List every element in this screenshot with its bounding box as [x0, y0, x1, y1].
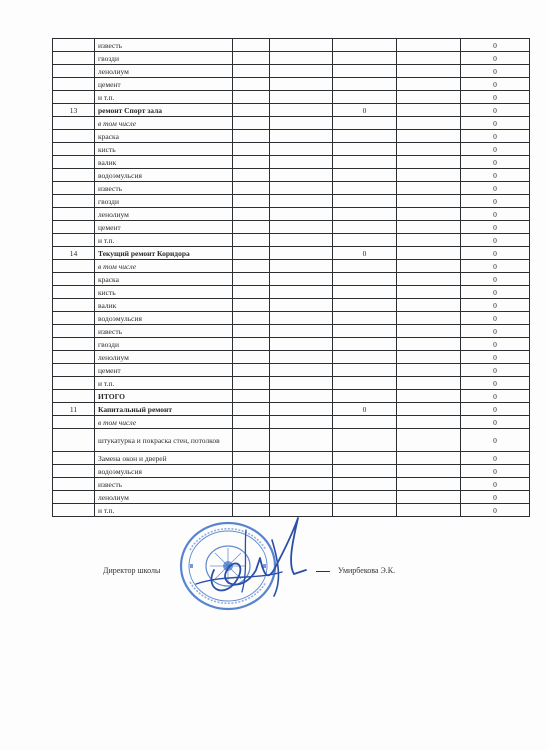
amount-cell [333, 91, 397, 104]
empty-cell [233, 39, 270, 52]
amount-cell [333, 325, 397, 338]
empty-cell [397, 260, 461, 273]
item-name-cell: известь [95, 478, 233, 491]
row-number-cell: 13 [53, 104, 95, 117]
item-name-cell: ленолиум [95, 208, 233, 221]
row-number-cell [53, 130, 95, 143]
table-row [53, 286, 530, 299]
total-cell: 0 [461, 325, 530, 338]
row-number-cell [53, 299, 95, 312]
item-name-cell: ИТОГО [95, 390, 233, 403]
row-number-cell [53, 143, 95, 156]
amount-cell [333, 504, 397, 517]
total-cell: 0 [461, 390, 530, 403]
amount-cell [333, 65, 397, 78]
total-cell: 0 [461, 182, 530, 195]
empty-cell [270, 65, 333, 78]
amount-cell [333, 338, 397, 351]
empty-cell [397, 195, 461, 208]
empty-cell [397, 491, 461, 504]
empty-cell [270, 260, 333, 273]
empty-cell [397, 247, 461, 260]
empty-cell [397, 221, 461, 234]
empty-cell [270, 156, 333, 169]
empty-cell [233, 169, 270, 182]
empty-cell [397, 52, 461, 65]
empty-cell [397, 169, 461, 182]
empty-cell [270, 117, 333, 130]
director-signature [186, 500, 332, 606]
item-name-cell: валик [95, 299, 233, 312]
empty-cell [397, 234, 461, 247]
total-cell: 0 [461, 52, 530, 65]
row-number-cell [53, 65, 95, 78]
row-number-cell [53, 416, 95, 429]
table-row [53, 247, 530, 260]
item-name-cell: в том числе [95, 260, 233, 273]
empty-cell [233, 91, 270, 104]
amount-cell [333, 416, 397, 429]
empty-cell [270, 234, 333, 247]
empty-cell [270, 247, 333, 260]
amount-cell: 0 [333, 104, 397, 117]
table-row [53, 182, 530, 195]
table-row [53, 221, 530, 234]
item-name-cell: цемент [95, 221, 233, 234]
empty-cell [270, 273, 333, 286]
empty-cell [270, 130, 333, 143]
amount-cell [333, 491, 397, 504]
empty-cell [270, 325, 333, 338]
empty-cell [270, 169, 333, 182]
item-name-cell: Капитальный ремонт [95, 403, 233, 416]
row-number-cell: 14 [53, 247, 95, 260]
item-name-cell: известь [95, 39, 233, 52]
total-cell: 0 [461, 169, 530, 182]
amount-cell [333, 130, 397, 143]
empty-cell [397, 104, 461, 117]
table-row [53, 65, 530, 78]
empty-cell [270, 416, 333, 429]
empty-cell [397, 65, 461, 78]
director-name: Умирбекова Э.К. [338, 566, 396, 575]
item-name-cell: Замена окон и дверей [95, 452, 233, 465]
empty-cell [270, 478, 333, 491]
amount-cell [333, 286, 397, 299]
total-cell: 0 [461, 104, 530, 117]
item-name-cell: краска [95, 130, 233, 143]
total-cell: 0 [461, 130, 530, 143]
item-name-cell: гвозди [95, 52, 233, 65]
row-number-cell [53, 195, 95, 208]
item-name-cell: водоэмульсия [95, 169, 233, 182]
item-name-cell: штукатурка и покраска стен, потолков [95, 429, 233, 452]
row-number-cell [53, 182, 95, 195]
table-row [53, 208, 530, 221]
empty-cell [233, 377, 270, 390]
table-row [53, 312, 530, 325]
total-cell: 0 [461, 65, 530, 78]
empty-cell [397, 504, 461, 517]
row-number-cell [53, 491, 95, 504]
table-row [53, 117, 530, 130]
empty-cell [270, 377, 333, 390]
empty-cell [233, 286, 270, 299]
row-number-cell [53, 39, 95, 52]
total-cell: 0 [461, 377, 530, 390]
row-number-cell [53, 286, 95, 299]
total-cell: 0 [461, 338, 530, 351]
row-number-cell [53, 156, 95, 169]
table-row [53, 234, 530, 247]
empty-cell [397, 478, 461, 491]
row-number-cell [53, 169, 95, 182]
empty-cell [270, 429, 333, 452]
empty-cell [270, 91, 333, 104]
empty-cell [270, 465, 333, 478]
amount-cell [333, 364, 397, 377]
table-row [53, 260, 530, 273]
empty-cell [233, 465, 270, 478]
total-cell: 0 [461, 312, 530, 325]
table-row [53, 130, 530, 143]
total-cell: 0 [461, 491, 530, 504]
empty-cell [233, 221, 270, 234]
table-row [53, 338, 530, 351]
row-number-cell [53, 377, 95, 390]
empty-cell [233, 156, 270, 169]
empty-cell [233, 130, 270, 143]
amount-cell [333, 78, 397, 91]
amount-cell: 0 [333, 247, 397, 260]
expense-table [52, 38, 530, 517]
amount-cell [333, 273, 397, 286]
empty-cell [233, 364, 270, 377]
table-row [53, 429, 530, 452]
empty-cell [397, 273, 461, 286]
empty-cell [397, 429, 461, 452]
total-cell: 0 [461, 403, 530, 416]
total-cell: 0 [461, 429, 530, 452]
empty-cell [233, 325, 270, 338]
empty-cell [233, 299, 270, 312]
empty-cell [270, 403, 333, 416]
empty-cell [397, 452, 461, 465]
item-name-cell: в том числе [95, 117, 233, 130]
total-cell: 0 [461, 195, 530, 208]
empty-cell [397, 325, 461, 338]
empty-cell [397, 39, 461, 52]
total-cell: 0 [461, 234, 530, 247]
empty-cell [397, 416, 461, 429]
amount-cell [333, 260, 397, 273]
empty-cell [397, 403, 461, 416]
empty-cell [233, 182, 270, 195]
amount-cell [333, 156, 397, 169]
item-name-cell: цемент [95, 78, 233, 91]
empty-cell [233, 234, 270, 247]
item-name-cell: ремонт Спорт зала [95, 104, 233, 117]
empty-cell [397, 117, 461, 130]
empty-cell [233, 273, 270, 286]
empty-cell [397, 143, 461, 156]
amount-cell [333, 39, 397, 52]
row-number-cell: 11 [53, 403, 95, 416]
item-name-cell: и т.п. [95, 234, 233, 247]
row-number-cell [53, 452, 95, 465]
table-row [53, 39, 530, 52]
empty-cell [233, 65, 270, 78]
amount-cell [333, 351, 397, 364]
total-cell: 0 [461, 286, 530, 299]
item-name-cell: и т.п. [95, 504, 233, 517]
total-cell: 0 [461, 91, 530, 104]
row-number-cell [53, 504, 95, 517]
total-cell: 0 [461, 39, 530, 52]
item-name-cell: кисть [95, 143, 233, 156]
table-row [53, 351, 530, 364]
total-cell: 0 [461, 143, 530, 156]
empty-cell [397, 156, 461, 169]
empty-cell [270, 104, 333, 117]
table-row [53, 104, 530, 117]
empty-cell [270, 286, 333, 299]
row-number-cell [53, 78, 95, 91]
row-number-cell [53, 234, 95, 247]
amount-cell [333, 208, 397, 221]
item-name-cell: ленолиум [95, 491, 233, 504]
row-number-cell [53, 429, 95, 452]
amount-cell [333, 52, 397, 65]
item-name-cell: гвозди [95, 195, 233, 208]
table-row [53, 377, 530, 390]
row-number-cell [53, 390, 95, 403]
empty-cell [233, 52, 270, 65]
table-row [53, 52, 530, 65]
amount-cell [333, 234, 397, 247]
empty-cell [233, 312, 270, 325]
table-body [53, 39, 530, 517]
empty-cell [397, 465, 461, 478]
table-row [53, 416, 530, 429]
amount-cell [333, 182, 397, 195]
table-row [53, 452, 530, 465]
total-cell: 0 [461, 364, 530, 377]
table-row [53, 78, 530, 91]
empty-cell [270, 390, 333, 403]
row-number-cell [53, 351, 95, 364]
table-row [53, 273, 530, 286]
item-name-cell: и т.п. [95, 91, 233, 104]
table-row [53, 195, 530, 208]
empty-cell [397, 182, 461, 195]
amount-cell [333, 465, 397, 478]
total-cell: 0 [461, 478, 530, 491]
empty-cell [270, 182, 333, 195]
empty-cell [233, 403, 270, 416]
table-row [53, 325, 530, 338]
table-row [53, 364, 530, 377]
empty-cell [233, 429, 270, 452]
table-row [53, 169, 530, 182]
empty-cell [233, 260, 270, 273]
empty-cell [397, 286, 461, 299]
total-cell: 0 [461, 156, 530, 169]
item-name-cell: цемент [95, 364, 233, 377]
item-name-cell: кисть [95, 286, 233, 299]
amount-cell [333, 195, 397, 208]
empty-cell [270, 364, 333, 377]
empty-cell [397, 364, 461, 377]
empty-cell [270, 351, 333, 364]
item-name-cell: известь [95, 182, 233, 195]
empty-cell [397, 338, 461, 351]
item-name-cell: ленолиум [95, 65, 233, 78]
empty-cell [233, 143, 270, 156]
amount-cell [333, 117, 397, 130]
amount-cell [333, 221, 397, 234]
empty-cell [397, 78, 461, 91]
empty-cell [233, 78, 270, 91]
empty-cell [233, 416, 270, 429]
table-row [53, 465, 530, 478]
empty-cell [233, 338, 270, 351]
empty-cell [270, 299, 333, 312]
amount-cell [333, 429, 397, 452]
empty-cell [233, 351, 270, 364]
empty-cell [397, 208, 461, 221]
amount-cell [333, 452, 397, 465]
amount-cell [333, 390, 397, 403]
item-name-cell: в том числе [95, 416, 233, 429]
empty-cell [233, 390, 270, 403]
row-number-cell [53, 465, 95, 478]
table-row [53, 143, 530, 156]
row-number-cell [53, 208, 95, 221]
total-cell: 0 [461, 416, 530, 429]
amount-cell [333, 169, 397, 182]
row-number-cell [53, 364, 95, 377]
empty-cell [270, 195, 333, 208]
director-label: Директор школы [103, 566, 161, 575]
empty-cell [397, 312, 461, 325]
table-row [53, 390, 530, 403]
row-number-cell [53, 325, 95, 338]
row-number-cell [53, 221, 95, 234]
amount-cell [333, 377, 397, 390]
empty-cell [397, 390, 461, 403]
total-cell: 0 [461, 260, 530, 273]
total-cell: 0 [461, 504, 530, 517]
row-number-cell [53, 478, 95, 491]
empty-cell [270, 39, 333, 52]
total-cell: 0 [461, 351, 530, 364]
total-cell: 0 [461, 452, 530, 465]
empty-cell [270, 78, 333, 91]
amount-cell [333, 299, 397, 312]
row-number-cell [53, 91, 95, 104]
empty-cell [233, 452, 270, 465]
item-name-cell: водоэмульсия [95, 312, 233, 325]
item-name-cell: и т.п. [95, 377, 233, 390]
item-name-cell: известь [95, 325, 233, 338]
empty-cell [233, 247, 270, 260]
total-cell: 0 [461, 221, 530, 234]
total-cell: 0 [461, 78, 530, 91]
amount-cell [333, 312, 397, 325]
item-name-cell: Текущий ремонт Коридора [95, 247, 233, 260]
row-number-cell [53, 52, 95, 65]
empty-cell [397, 130, 461, 143]
total-cell: 0 [461, 117, 530, 130]
empty-cell [270, 338, 333, 351]
empty-cell [270, 208, 333, 221]
empty-cell [270, 221, 333, 234]
row-number-cell [53, 117, 95, 130]
item-name-cell: ленолиум [95, 351, 233, 364]
item-name-cell: валик [95, 156, 233, 169]
row-number-cell [53, 338, 95, 351]
amount-cell [333, 478, 397, 491]
amount-cell: 0 [333, 403, 397, 416]
empty-cell [270, 312, 333, 325]
row-number-cell [53, 312, 95, 325]
item-name-cell: гвозди [95, 338, 233, 351]
item-name-cell: водоэмульсия [95, 465, 233, 478]
table-row [53, 299, 530, 312]
empty-cell [233, 478, 270, 491]
item-name-cell: краска [95, 273, 233, 286]
empty-cell [397, 377, 461, 390]
total-cell: 0 [461, 273, 530, 286]
total-cell: 0 [461, 208, 530, 221]
empty-cell [270, 452, 333, 465]
table-row [53, 403, 530, 416]
table-row [53, 478, 530, 491]
signature-dash [316, 571, 330, 572]
empty-cell [233, 208, 270, 221]
total-cell: 0 [461, 299, 530, 312]
amount-cell [333, 143, 397, 156]
table-row [53, 156, 530, 169]
empty-cell [270, 143, 333, 156]
empty-cell [233, 195, 270, 208]
empty-cell [397, 299, 461, 312]
empty-cell [233, 117, 270, 130]
empty-cell [397, 351, 461, 364]
empty-cell [270, 52, 333, 65]
total-cell: 0 [461, 247, 530, 260]
table-row [53, 91, 530, 104]
row-number-cell [53, 273, 95, 286]
empty-cell [397, 91, 461, 104]
total-cell: 0 [461, 465, 530, 478]
row-number-cell [53, 260, 95, 273]
empty-cell [233, 104, 270, 117]
